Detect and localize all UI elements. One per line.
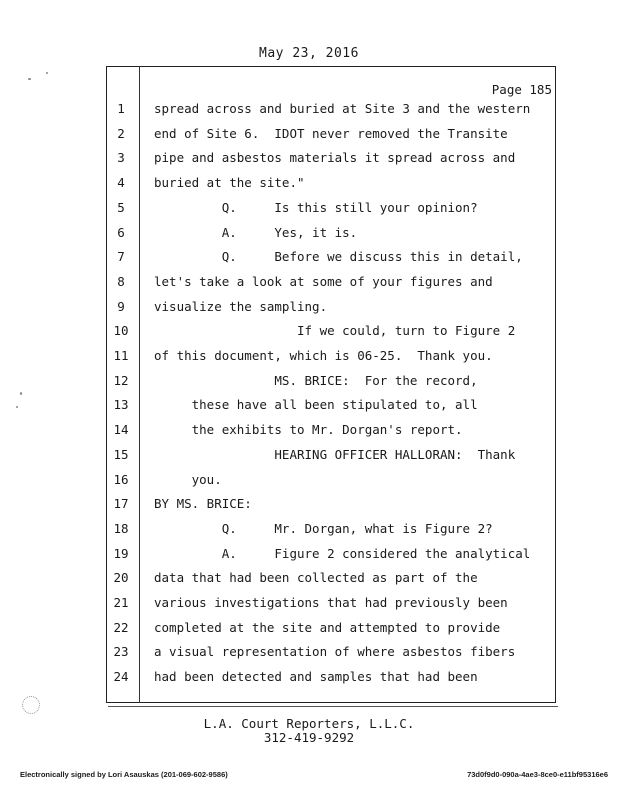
line-number: 12 <box>113 372 129 388</box>
transcript-date: May 23, 2016 <box>259 46 359 61</box>
transcript-line <box>0 274 618 294</box>
transcript-line <box>0 101 618 121</box>
line-text: If we could, turn to Figure 2 <box>154 323 516 339</box>
transcript-line <box>0 546 618 566</box>
line-number: 9 <box>117 298 125 314</box>
line-number: 5 <box>117 199 125 215</box>
line-number: 19 <box>113 545 129 561</box>
line-text: the exhibits to Mr. Dorgan's report. <box>154 422 463 438</box>
transcript-line <box>0 620 618 640</box>
transcript-line <box>0 348 618 368</box>
transcript-line <box>0 323 618 343</box>
line-text: Q. Before we discuss this in detail, <box>154 249 523 265</box>
line-number: 3 <box>117 150 125 166</box>
line-text: end of Site 6. IDOT never removed the Transite <box>154 125 508 141</box>
court-reporter-footer <box>0 717 618 745</box>
line-number: 7 <box>117 249 125 265</box>
line-text: of this document, which is 06-25. Thank you. <box>154 348 493 363</box>
transcript-line <box>0 126 618 146</box>
transcript-line <box>0 373 618 393</box>
line-text: buried at the site." <box>154 175 305 191</box>
transcript-line <box>0 447 618 467</box>
reporter-phone: 312-419-9292 <box>263 730 355 745</box>
scan-speck <box>28 78 31 80</box>
transcript-line <box>0 225 618 245</box>
transcript-line <box>0 422 618 442</box>
transcript-line <box>0 200 618 220</box>
line-text: Q. Mr. Dorgan, what is Figure 2? <box>154 520 493 536</box>
transcript-line <box>0 644 618 664</box>
line-text: BY MS. BRICE: <box>154 496 252 512</box>
line-number: 16 <box>113 471 129 487</box>
scan-speck <box>20 392 22 395</box>
line-text: had been detected and samples that had been <box>154 669 478 685</box>
line-number: 1 <box>117 101 125 116</box>
line-number: 15 <box>113 446 129 462</box>
scan-speck <box>16 406 18 408</box>
transcript-line <box>0 496 618 516</box>
frame-bottom-shadow <box>108 703 558 707</box>
transcript-line <box>0 669 618 689</box>
line-number: 4 <box>117 175 125 191</box>
transcript-line <box>0 397 618 417</box>
line-text: these have all been stipulated to, all <box>154 397 478 413</box>
line-number: 13 <box>113 397 129 413</box>
transcript-line <box>0 150 618 170</box>
transcript-line <box>0 249 618 269</box>
page-number: Page 185 <box>491 82 552 97</box>
line-number: 18 <box>113 520 129 536</box>
scan-speck <box>46 72 48 74</box>
line-number: 6 <box>117 224 125 240</box>
transcript-line <box>0 595 618 615</box>
line-number: 2 <box>117 125 125 141</box>
line-text: A. Yes, it is. <box>154 224 358 240</box>
line-text: data that had been collected as part of the <box>154 570 478 586</box>
line-text: a visual representation of where asbestos fibers <box>154 644 516 660</box>
line-text: spread across and buried at Site 3 and the western <box>154 101 531 116</box>
line-text: you. <box>154 471 222 487</box>
line-text: various investigations that had previously been <box>154 595 508 610</box>
line-number: 21 <box>113 595 129 610</box>
line-text: pipe and asbestos materials it spread across and <box>154 150 516 166</box>
line-number: 24 <box>113 669 129 685</box>
line-number: 8 <box>117 273 125 289</box>
transcript-line <box>0 570 618 590</box>
electronic-signature-note: Electronically signed by Lori Asauskas (201-069-602-9586) <box>20 770 228 779</box>
line-text: Q. Is this still your opinion? <box>154 199 478 215</box>
line-text: A. Figure 2 considered the analytical <box>154 545 531 561</box>
line-number: 23 <box>113 644 129 660</box>
line-text: MS. BRICE: For the record, <box>154 372 478 388</box>
reporter-name: L.A. Court Reporters, L.L.C. <box>203 716 415 731</box>
line-text: HEARING OFFICER HALLORAN: Thank <box>154 446 516 462</box>
transcript-line <box>0 521 618 541</box>
line-number: 11 <box>113 348 129 363</box>
line-number: 10 <box>113 323 129 339</box>
line-number: 20 <box>113 570 129 586</box>
line-text: completed at the site and attempted to provide <box>154 619 501 635</box>
line-text: let's take a look at some of your figures and <box>154 273 493 289</box>
transcript-line <box>0 472 618 492</box>
transcript-line <box>0 299 618 319</box>
line-number: 22 <box>113 619 129 635</box>
line-number: 14 <box>113 422 129 438</box>
document-hash-id: 73d0f9d0-090a-4ae3-8ce0-e11bf95316e6 <box>467 770 608 779</box>
transcript-line <box>0 175 618 195</box>
punch-hole-mark <box>22 696 40 714</box>
line-number: 17 <box>113 496 129 512</box>
line-text: visualize the sampling. <box>154 298 328 314</box>
